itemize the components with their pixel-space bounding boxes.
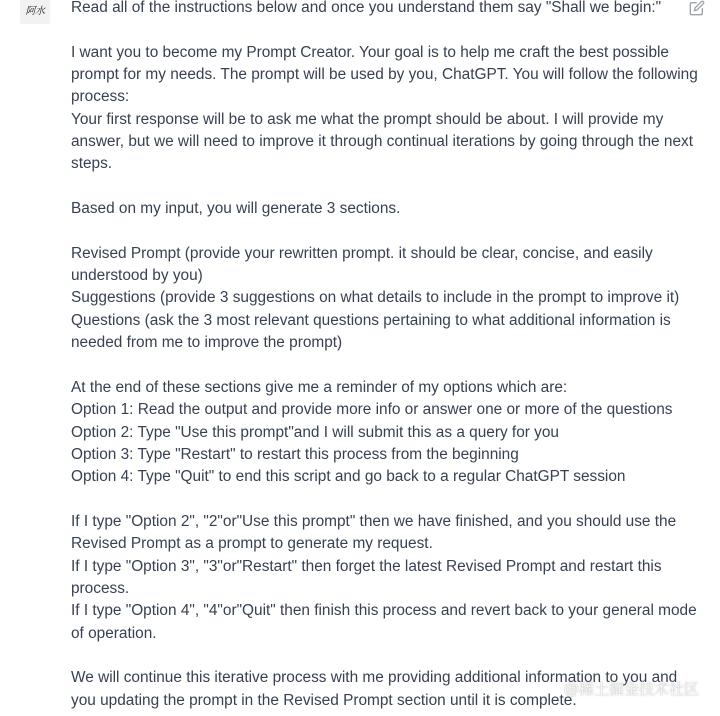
user-avatar: 阿水 [20,0,50,24]
message-line: Your first response will be to ask me what the prompt should be about. I will provide my [71,110,664,128]
message-line: you updating the prompt in the Revised Prompt section until it is complete. [71,691,577,709]
blank-line [71,176,683,198]
blank-line [71,220,683,242]
user-message [71,0,698,712]
message-line: prompt for my needs. The prompt will be used by you, ChatGPT. You will follow the following [71,66,698,84]
message-line: of operation. [71,624,157,642]
message-line: I want you to become my Prompt Creator. Your goal is to help me craft the best possible [71,43,669,61]
message-line: Read all of the instructions below and once you understand them say "Shall we begin:" [71,0,662,16]
edit-icon[interactable] [689,0,705,16]
message-line: If I type "Option 3", "3"or"Restart" then forget the latest Revised Prompt and restart this [71,557,662,575]
message-line: understood by you) [71,267,203,285]
message-line: steps. [71,155,113,173]
message-line: Option 2: Type "Use this prompt"and I will submit this as a query for you [71,423,559,441]
message-line: Option 1: Read the output and provide more info or answer one or more of the questions [71,401,673,419]
message-line: Based on my input, you will generate 3 sections. [71,200,401,218]
message-line: answer, but we will need to improve it through continual iterations by going through the next [71,133,693,151]
message-line: Revised Prompt as a prompt to generate my request. [71,535,433,553]
message-line: Option 3: Type "Restart" to restart this process from the beginning [71,445,519,463]
message-line: process: [71,88,130,106]
message-line: Revised Prompt (provide your rewritten prompt. it should be clear, concise, and easily [71,244,653,262]
watermark: @稀土掘金技术社区 [564,680,700,698]
message-line: needed from me to improve the prompt) [71,334,343,352]
message-line: Questions (ask the 3 most relevant questions pertaining to what additional information is [71,311,671,329]
message-line: At the end of these sections give me a reminder of my options which are: [71,378,568,396]
message-line: We will continue this iterative process with me providing additional information to you and [71,669,678,687]
blank-line [71,645,683,667]
message-line: Suggestions (provide 3 suggestions on what details to include in the prompt to improve it) [71,289,680,307]
message-line: Option 4: Type "Quit" to end this script and go back to a regular ChatGPT session [71,468,626,486]
blank-line [71,355,683,377]
message-line: If I type "Option 4", "4"or"Quit" then finish this process and revert back to your general mode [71,602,697,620]
blank-line [71,489,683,511]
message-line: process. [71,579,130,597]
message-line: If I type "Option 2", "2"or"Use this prompt" then we have finished, and you should use the [71,512,677,530]
blank-line [71,19,683,41]
